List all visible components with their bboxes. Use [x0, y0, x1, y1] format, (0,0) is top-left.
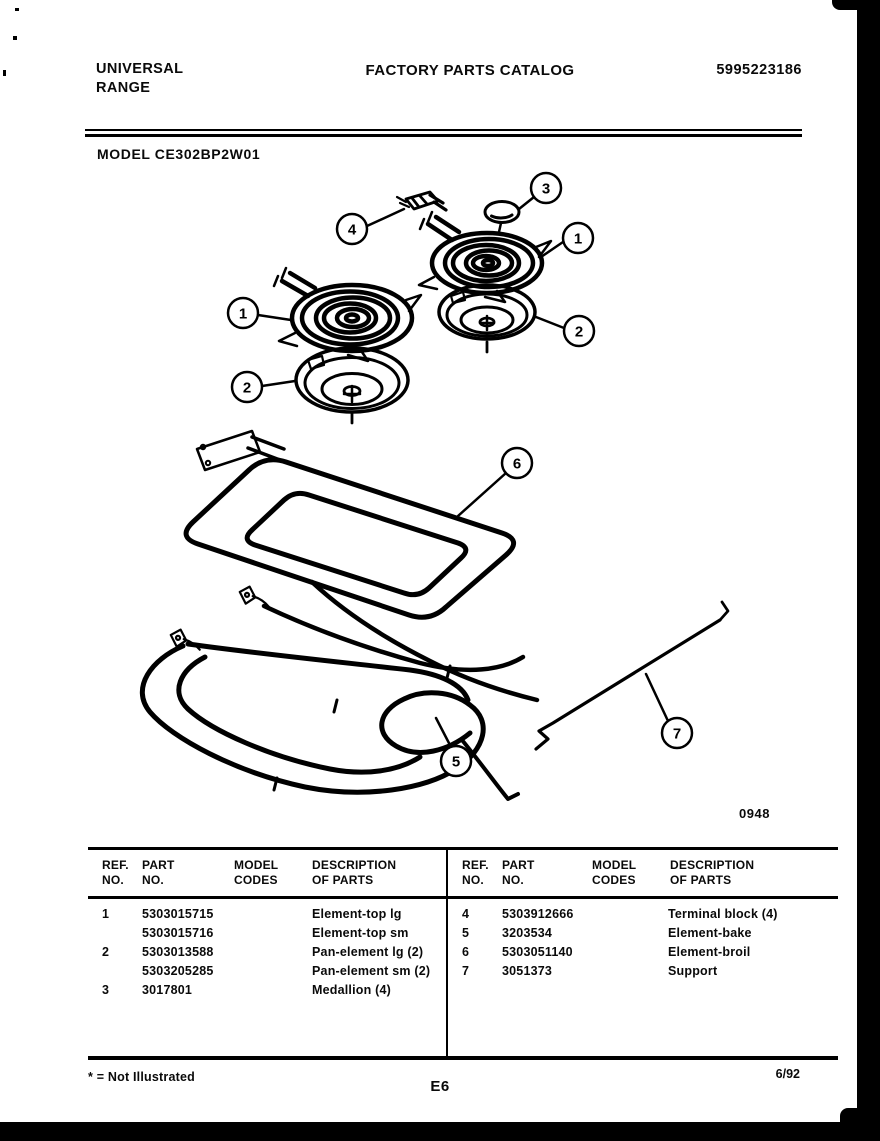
parts-diagram: [60, 160, 820, 840]
svg-text:4: 4: [347, 221, 357, 239]
col-header-model-l2: CODES: [234, 873, 278, 887]
callout-2-left: [232, 372, 295, 402]
col-header-model: [592, 858, 636, 888]
model-codes: [594, 964, 668, 983]
parts-table: [88, 847, 838, 1060]
svg-text:5: 5: [451, 753, 461, 771]
col-header-part: [502, 858, 535, 888]
part-no: 5303205285: [142, 964, 214, 978]
callout-1-left: [228, 298, 291, 328]
svg-text:1: 1: [238, 305, 248, 323]
model-codes: [236, 983, 312, 1002]
scan-edge-bottom: [0, 1122, 880, 1141]
model-codes: [594, 926, 668, 945]
col-header-ref: [462, 858, 489, 888]
part-desc: Medallion (4): [312, 983, 391, 997]
support-rod: [536, 602, 728, 749]
part-no: 5303015716: [142, 926, 214, 940]
ref-no: 3: [102, 983, 110, 997]
callout-6: [458, 448, 532, 516]
part-desc: Element-bake: [668, 926, 752, 940]
ref-no: [102, 926, 142, 945]
model-codes: [594, 945, 668, 964]
surface-element-right: [419, 212, 551, 302]
header-rule-top: [85, 129, 802, 131]
part-desc: Terminal block (4): [668, 907, 778, 921]
page-code: E6: [430, 1078, 450, 1095]
callout-7: [646, 674, 692, 748]
ref-no: [102, 964, 142, 983]
model-codes: [594, 907, 668, 926]
col-header-desc-l1: DESCRIPTION: [670, 858, 755, 872]
part-no: 3051373: [502, 964, 553, 978]
ref-no: 6: [462, 945, 470, 959]
col-header-model-l2: CODES: [592, 873, 636, 887]
col-header-desc: [670, 858, 754, 888]
svg-text:6: 6: [512, 455, 522, 473]
drip-pan-left: [296, 348, 408, 423]
part-no: 3017801: [142, 983, 193, 997]
part-desc: Element-broil: [668, 945, 751, 959]
ref-no: 4: [462, 907, 470, 921]
col-header-ref: [102, 858, 129, 888]
terminal-block-part: [397, 192, 446, 210]
scan-speck: [3, 70, 6, 76]
part-no: 5303013588: [142, 945, 214, 959]
model-number: MODEL CE302BP2W01: [97, 146, 261, 162]
part-desc: Pan-element sm (2): [312, 964, 431, 978]
col-header-ref-l2: NO.: [462, 873, 484, 887]
callout-3: [519, 173, 561, 209]
mounting-bracket: [239, 583, 269, 614]
brand-line-2: RANGE: [96, 80, 151, 96]
part-no: 3203534: [502, 926, 553, 940]
element-lead-wires: [264, 582, 537, 700]
part-desc: Element-top lg: [312, 907, 402, 921]
broil-element: [186, 431, 514, 617]
scan-edge-right: [857, 0, 880, 1141]
ref-no: 2: [102, 945, 110, 959]
scan-corner-top-right: [832, 0, 880, 10]
ref-no: 5: [462, 926, 470, 940]
part-desc: Pan-element lg (2): [312, 945, 424, 959]
col-header-model: [234, 858, 278, 888]
date-code: 6/92: [775, 1067, 800, 1081]
scan-speck: [13, 36, 17, 40]
part-no: 5303912666: [502, 907, 574, 921]
svg-text:7: 7: [672, 725, 682, 743]
model-codes: [236, 926, 312, 945]
model-codes: [236, 907, 312, 926]
callout-4: [337, 209, 404, 244]
parts-rows-right: [462, 907, 826, 983]
col-header-desc-l1: DESCRIPTION: [312, 858, 397, 872]
col-header-part-l1: PART: [502, 858, 535, 872]
col-header-ref-l1: REF.: [102, 858, 129, 872]
model-codes: [236, 964, 312, 983]
svg-text:1: 1: [573, 230, 583, 248]
svg-text:2: 2: [242, 379, 252, 397]
col-header-ref-l2: NO.: [102, 873, 124, 887]
svg-text:2: 2: [574, 323, 584, 341]
drip-pan-right: [439, 285, 535, 352]
ref-no: 1: [102, 907, 110, 921]
col-header-model-l1: MODEL: [592, 858, 637, 872]
col-header-desc: [312, 858, 396, 888]
col-header-part-l1: PART: [142, 858, 175, 872]
svg-text:3: 3: [541, 180, 551, 198]
ref-no: 7: [462, 964, 470, 978]
col-header-part-l2: NO.: [142, 873, 164, 887]
callout-1-right: [541, 223, 593, 257]
scan-corner-bottom-right: [840, 1108, 880, 1141]
not-illustrated-note: * = Not Illustrated: [88, 1070, 195, 1084]
col-header-desc-l2: OF PARTS: [670, 873, 732, 887]
brand-line-1: UNIVERSAL: [96, 61, 184, 77]
header-rule-bottom: [85, 134, 802, 137]
page-title: FACTORY PARTS CATALOG: [365, 62, 575, 79]
callout-2-right: [536, 316, 594, 346]
col-header-model-l1: MODEL: [234, 858, 279, 872]
publication-number: 5995223186: [716, 62, 802, 78]
table-header-rule: [88, 896, 838, 899]
part-no: 5303015715: [142, 907, 214, 921]
part-desc: Element-top sm: [312, 926, 409, 940]
parts-rows-left: [102, 907, 472, 1002]
col-header-part-l2: NO.: [502, 873, 524, 887]
part-desc: Support: [668, 964, 718, 978]
medallion-part: [485, 202, 519, 233]
col-header-ref-l1: REF.: [462, 858, 489, 872]
figure-code: 0948: [739, 806, 770, 821]
model-codes: [236, 945, 312, 964]
col-header-desc-l2: OF PARTS: [312, 873, 374, 887]
part-no: 5303051140: [502, 945, 573, 959]
scan-speck: [15, 8, 19, 11]
col-header-part: [142, 858, 175, 888]
